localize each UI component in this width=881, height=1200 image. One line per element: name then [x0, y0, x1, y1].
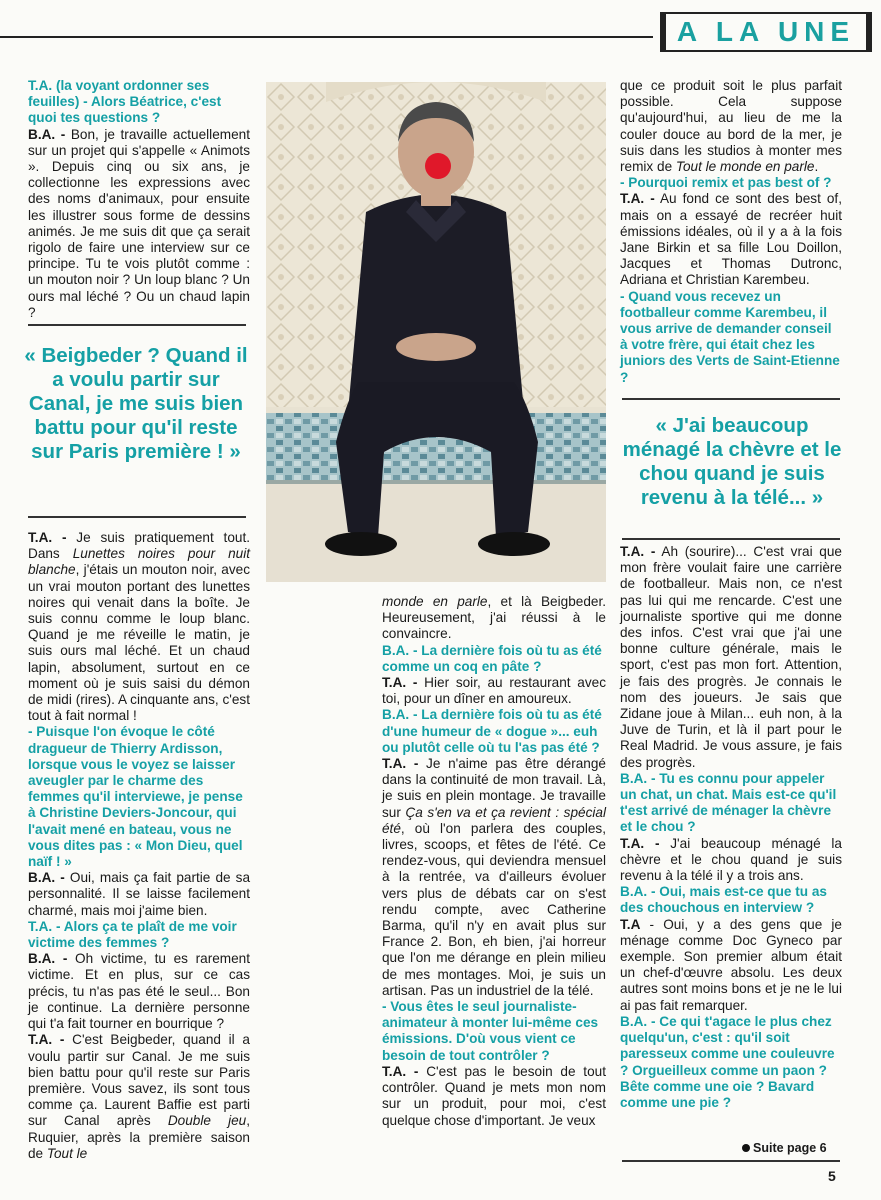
portrait-illustration: [266, 82, 606, 582]
answer-text: que ce produit soit le plus parfait possible. Cela suppose qu'aujourd'hui, au lieu de me la couler douce au bord de la mer, je suis dans les studios à monter mes remix de: [620, 78, 842, 175]
answer-paragraph: [28, 127, 250, 321]
photo-thierry-ardisson: [266, 82, 606, 582]
speaker-tag: T.A. -: [620, 835, 660, 851]
footer-rule: [622, 1160, 840, 1162]
answer-text: , et là Beigbeder. Heureusement, j'ai réussi à le convaincre.: [382, 594, 606, 642]
answer-text: Bon, je travaille actuellement sur un projet qui s'appelle « Animots ». Depuis cinq ou six ans, je collectionne les expressions avec des noms d'animaux, pour ensuite les illustrer sous forme de dessins animés. Je me suis dit que ça serait rigolo de faire une interview sur ce principe. Tu te vois plutôt comme : un mouton noir ? Un loup blanc ? Un ours mal léché ? Ou un chaud lapin ?: [28, 126, 250, 320]
speaker-tag: T.A. -: [620, 191, 655, 207]
pull-quote-beigbeder: « Beigbeder ? Quand il a voulu partir sur Canal, je me suis bien battu pour qu'il reste sur Paris première ! »: [24, 344, 248, 463]
speaker-tag: T.A. -: [28, 1032, 65, 1048]
divider-rule-1: [28, 324, 246, 326]
speaker-tag: B.A. -: [28, 951, 68, 967]
divider-rule-4: [622, 538, 840, 540]
column-1-bottom: [28, 530, 250, 1162]
question-paragraph: - Pourquoi remix et pas best of ?: [620, 175, 832, 191]
continued-notice: Suite page 6: [742, 1141, 827, 1155]
question-paragraph: - Vous êtes le seul journaliste-animateur à monter lui-même ces émissions. D'où vous vient ce besoin de tout contrôler ?: [382, 999, 599, 1063]
answer-text: C'est pas le besoin de tout contrôler. Quand je mets mon nom sur un produit, pour moi, c'est quelque chose d'important. Je veux: [382, 1063, 606, 1128]
italic-title: Tout le: [46, 1145, 88, 1161]
answer-paragraph: [28, 530, 250, 724]
answer-text: , j'étais un mouton noir, avec un vrai mouton portant des lunettes noires qui venait dans la boîte. Je suis connu comme le loup blanc. Quand je me réveille le matin, je suis ours mal léché. Et un chaud lapin, absolument, surtout en ce moment où je suis saisi du démon de midi (rires). A cinquante ans, c'est tout à fait normal !: [28, 562, 250, 724]
answer-text: Oui, mais ça fait partie de sa personnalité. Il se laisse facilement charmé, mais moi j'aime bien.: [28, 870, 251, 918]
answer-text: Hier soir, au restaurant avec toi, pour un dîner en amoureux.: [382, 675, 606, 707]
speaker-tag: T.A. -: [620, 544, 656, 559]
question-paragraph: - Puisque l'on évoque le côté dragueur de Thierry Ardisson, lorsque vous le voyez se laisser aveugler par le charme des femmes qu'il interviewe, je pense à Christine Deviers-Joncour, qui l'avait mené en bateau, vous ne vous dites pas : « Mon Dieu, quel naïf ! »: [28, 724, 243, 870]
speaker-tag: T.A. -: [382, 675, 418, 691]
question-paragraph: T.A. (la voyant ordonner ses feuilles) - Alors Béatrice, c'est quoi tes questions ?: [28, 78, 222, 126]
italic-title: monde en parle: [382, 594, 488, 609]
answer-text: J'ai beaucoup ménagé la chèvre et le chou quand je suis revenu à la télé il y a trois ans.: [620, 835, 842, 884]
question-paragraph: B.A. - Ce qui t'agace le plus chez quelqu'un, c'est : qu'il soit paresseux comme une couleuvre ? Orgueilleux comme un paon ? Bête comme une oie ? Bavard comme une pie ?: [620, 1013, 835, 1110]
answer-text: C'est Beigbeder, quand il a voulu partir sur Canal. Je me suis bien battu pour qu'il reste sur Paris première. Vous savez, ils sont tous comme ça. Laurent Baffie est parti sur Canal après: [28, 1032, 250, 1129]
answer-paragraph: [28, 951, 250, 1032]
answer-paragraph: [382, 594, 606, 643]
divider-rule-3: [622, 398, 840, 400]
pull-quote-chevre: « J'ai beaucoup ménagé la chèvre et le chou quand je suis revenu à la télé... »: [622, 414, 842, 509]
speaker-tag: B.A. -: [28, 126, 66, 142]
header-rule: [0, 36, 653, 38]
answer-paragraph: [382, 675, 606, 707]
bullet-icon: [742, 1144, 750, 1152]
question-paragraph: B.A. - Oui, mais est-ce que tu as des chouchous en interview ?: [620, 884, 827, 916]
answer-text: , Ruquier, après la première saison de: [28, 1113, 250, 1161]
answer-text: - Oui, y a des gens que je ménage comme Doc Gyneco par exemple. Son premier album était un chef-d'œuvre absolu. Les deux autres sont moins bons et je ne le lui ai pas fait remarquer.: [620, 916, 842, 1013]
italic-title: Ça s'en va et ça revient : spécial été: [382, 804, 606, 836]
answer-text: Ah (sourire)... C'est vrai que mon frère voulait faire une carrière de footballeur. Mais non, ce n'est pas lui qui me rencarde. C'est une journaliste sportive qui me donne des infos. C'est vrai que j'ai une bonne culture générale, mais le sport, c'est pas mon fort. Attention, je fais des progrès. Je connais le nom des joueurs. Je sais que Zidane joue à Milan... euh non, à la Juve de Turin, et là il part pour le Real Madrid. Je vous assure, je fais des progrès.: [620, 544, 842, 770]
italic-title: Tout le monde en parle: [675, 159, 815, 175]
answer-paragraph: [620, 191, 842, 288]
question-paragraph: - Quand vous recevez un footballeur comme Karembeu, il vous arrive de demander conseil à votre frère, qui était chez les juniors des Verts de Saint-Etienne ?: [620, 288, 840, 385]
answer-text: .: [814, 159, 819, 175]
speaker-tag: T.A. -: [382, 1063, 419, 1079]
answer-text: Je suis pratiquement tout. Dans: [28, 530, 250, 562]
answer-paragraph: [620, 917, 842, 1014]
question-paragraph: B.A. - Tu es connu pour appeler un chat, un chat. Mais est-ce qu'il t'est arrivé de ménager la chèvre et le chou ?: [620, 770, 837, 835]
section-rubric: A LA UNE: [660, 12, 872, 52]
answer-paragraph: [28, 1032, 250, 1162]
divider-rule-2: [28, 516, 246, 518]
column-2: [382, 594, 606, 1129]
speaker-tag: B.A. -: [28, 870, 65, 886]
question-paragraph: T.A. - Alors ça te plaît de me voir victime des femmes ?: [28, 918, 237, 951]
speaker-tag: T.A: [620, 916, 641, 932]
column-3-top: [620, 78, 842, 386]
answer-paragraph: [28, 870, 250, 919]
answer-paragraph: [382, 756, 606, 999]
answer-paragraph: [382, 1064, 606, 1129]
column-1-top: [28, 78, 250, 321]
answer-paragraph: [620, 836, 842, 885]
answer-paragraph: [620, 78, 842, 175]
answer-paragraph: [620, 544, 842, 771]
question-paragraph: B.A. - La dernière fois où tu as été d'une humeur de « dogue »... euh ou plutôt celle où tu l'as pas été ?: [382, 707, 602, 755]
answer-text: Oh victime, tu es rarement victime. Et en plus, sur ce cas précis, tu n'as pas été le seul... Bon je continue. La dernière personne qui t'a fait tourner en bourrique ?: [28, 951, 250, 1032]
answer-text: Au fond ce sont des best of, mais on a essayé de recréer huit émissions idéales, où il y a à la fois Jane Birkin et sa fille Lou Doillon, Jacques et Thomas Dutronc, Adriana et Christian Karembeu.: [620, 191, 842, 288]
italic-title: Double jeu: [167, 1113, 247, 1129]
speaker-tag: T.A. -: [28, 530, 67, 545]
speaker-tag: T.A. -: [382, 756, 419, 772]
question-paragraph: B.A. - La dernière fois où tu as été comme un coq en pâte ?: [382, 642, 602, 674]
italic-title: Lunettes noires pour nuit blanche: [28, 546, 250, 578]
answer-text: Je n'aime pas être dérangé dans la continuité de mon travail. Là, je suis en plein montage. Je travaille sur: [382, 756, 606, 820]
answer-text: , où l'on parlera des couples, livres, scoops, et fêtes de l'été. Ce rendez-vous, qui deviendra mensuel à la rentrée, va d'ailleurs évoluer vers plus de débats car on s'est rendu compte, avec Catherine Barma, qu'il n'y en avait plus sur France 2. Bon, eh bien, j'ai horreur que l'on me dérange en plein milieu de mes montages. Moi, je suis un artisan. Pas un industriel de la télé.: [382, 820, 606, 998]
page-number: 5: [828, 1168, 836, 1184]
column-3-bottom: [620, 544, 842, 1111]
